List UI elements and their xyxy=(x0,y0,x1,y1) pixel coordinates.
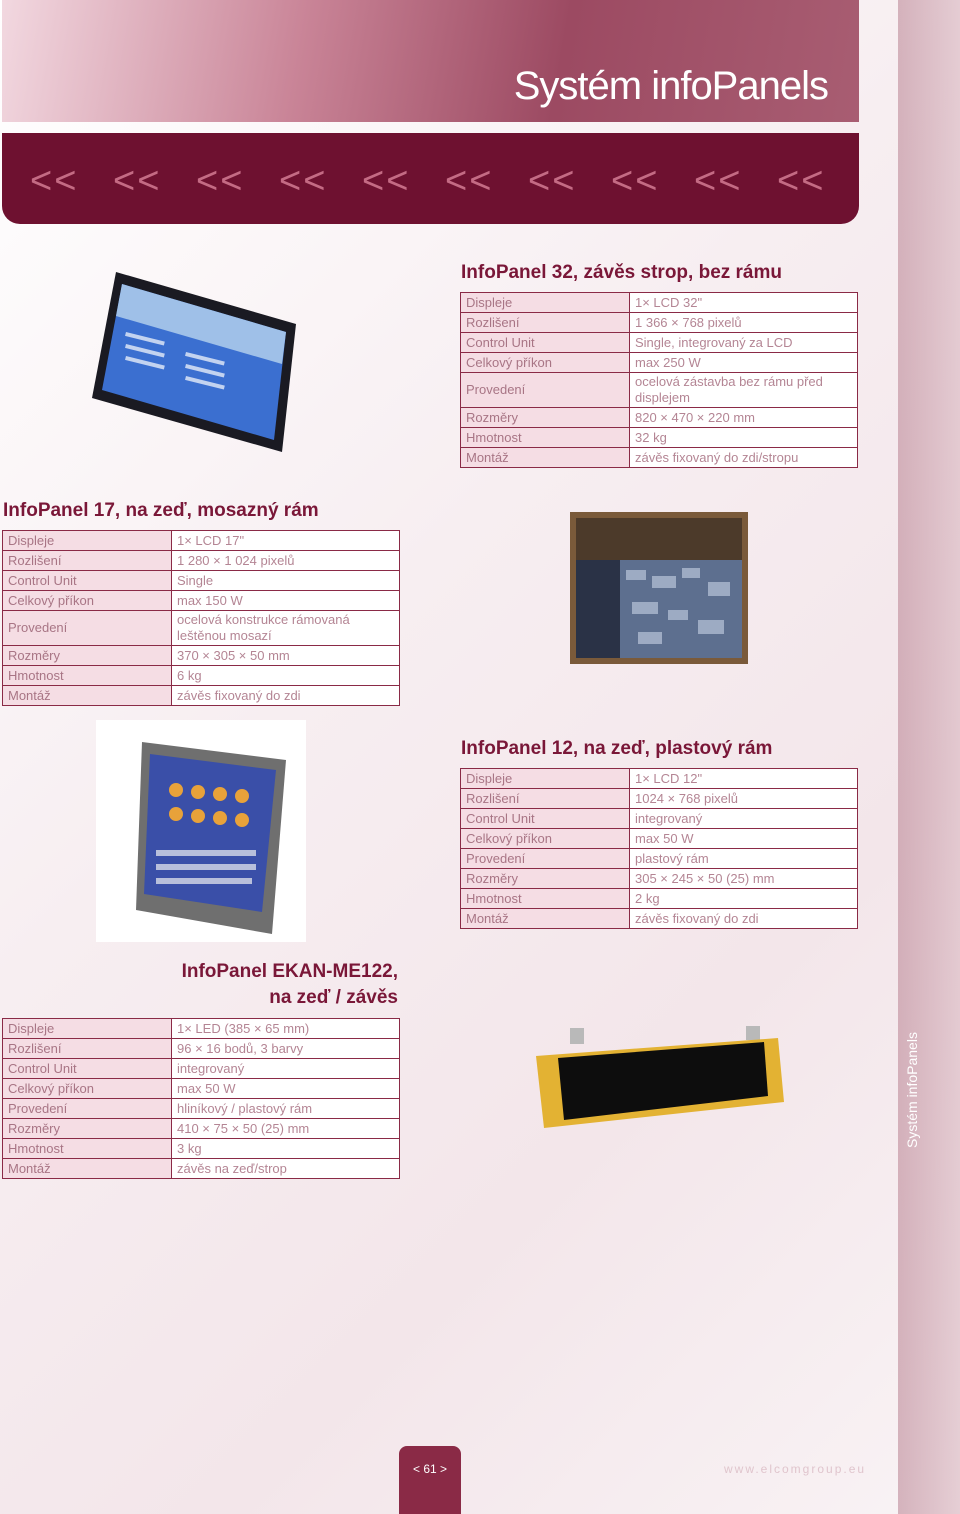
spec-value: 1× LED (385 × 65 mm) xyxy=(172,1019,400,1039)
double-left-arrow-icon: << xyxy=(113,160,162,202)
spec-value: 1 366 × 768 pixelů xyxy=(630,313,858,333)
spec-value: 2 kg xyxy=(630,889,858,909)
spec-value: integrovaný xyxy=(172,1059,400,1079)
table-row xyxy=(461,353,858,373)
table-row xyxy=(461,293,858,313)
table-row xyxy=(461,428,858,448)
arrow-row xyxy=(30,160,860,203)
table-row xyxy=(3,591,400,611)
double-left-arrow-icon: << xyxy=(528,160,577,202)
spec-key: Hmotnost xyxy=(3,1139,172,1159)
infopanel-ekan-title-line1: InfoPanel EKAN-ME122, xyxy=(181,961,398,982)
table-row xyxy=(461,829,858,849)
table-row xyxy=(3,1139,400,1159)
double-left-arrow-icon: << xyxy=(279,160,328,202)
infopanel-17-photo xyxy=(568,510,758,670)
table-row xyxy=(3,551,400,571)
spec-value: ocelová zástavba bez rámu před displejem xyxy=(630,373,858,408)
spec-value: hliníkový / plastový rám xyxy=(172,1099,400,1119)
table-row xyxy=(461,313,858,333)
spec-value: 1× LCD 17" xyxy=(172,531,400,551)
spec-key: Celkový příkon xyxy=(3,591,172,611)
spec-key: Montáž xyxy=(3,1159,172,1179)
spec-key: Rozměry xyxy=(461,408,630,428)
spec-value: max 50 W xyxy=(630,829,858,849)
table-row xyxy=(3,1019,400,1039)
spec-key: Rozměry xyxy=(3,646,172,666)
table-row xyxy=(3,1119,400,1139)
spec-value: max 50 W xyxy=(172,1079,400,1099)
table-row xyxy=(3,1099,400,1119)
spec-value: max 250 W xyxy=(630,353,858,373)
table-row xyxy=(461,849,858,869)
page-title: Systém infoPanels xyxy=(513,64,828,108)
table-row xyxy=(461,789,858,809)
table-row xyxy=(461,889,858,909)
page-number: < 61 > xyxy=(412,1462,448,1476)
spec-key: Provedení xyxy=(461,373,630,408)
infopanel-32-title: InfoPanel 32, závěs strop, bez rámu xyxy=(461,262,782,283)
table-row xyxy=(3,571,400,591)
double-left-arrow-icon: << xyxy=(611,160,660,202)
page-tab xyxy=(399,1446,461,1514)
spec-value: závěs fixovaný do zdi/stropu xyxy=(630,448,858,468)
infopanel-32-spec-table xyxy=(460,292,858,468)
spec-key: Celkový příkon xyxy=(461,829,630,849)
spec-key: Hmotnost xyxy=(3,666,172,686)
spec-value: závěs fixovaný do zdi xyxy=(630,909,858,929)
spec-value: Single xyxy=(172,571,400,591)
double-left-arrow-icon: << xyxy=(694,160,743,202)
double-left-arrow-icon: << xyxy=(445,160,494,202)
spec-value: 96 × 16 bodů, 3 barvy xyxy=(172,1039,400,1059)
double-left-arrow-icon: << xyxy=(30,160,79,202)
spec-value: 305 × 245 × 50 (25) mm xyxy=(630,869,858,889)
table-row xyxy=(3,1159,400,1179)
table-row xyxy=(461,909,858,929)
spec-key: Montáž xyxy=(3,686,172,706)
spec-key: Displeje xyxy=(461,769,630,789)
spec-key: Montáž xyxy=(461,909,630,929)
table-row xyxy=(461,869,858,889)
spec-key: Celkový příkon xyxy=(3,1079,172,1099)
spec-key: Rozlišení xyxy=(3,1039,172,1059)
spec-value: 370 × 305 × 50 mm xyxy=(172,646,400,666)
spec-key: Rozměry xyxy=(461,869,630,889)
spec-key: Rozměry xyxy=(3,1119,172,1139)
infopanel-17-title: InfoPanel 17, na zeď, mosazný rám xyxy=(3,500,319,521)
table-row xyxy=(3,1039,400,1059)
spec-value: závěs fixovaný do zdi xyxy=(172,686,400,706)
infopanel-12-title: InfoPanel 12, na zeď, plastový rám xyxy=(461,738,773,759)
spec-key: Control Unit xyxy=(461,809,630,829)
infopanel-ekan-photo xyxy=(532,1026,788,1130)
spec-value: plastový rám xyxy=(630,849,858,869)
spec-key: Hmotnost xyxy=(461,889,630,909)
table-row xyxy=(3,1079,400,1099)
spec-value: 1× LCD 32" xyxy=(630,293,858,313)
spec-value: závěs na zeď/strop xyxy=(172,1159,400,1179)
table-row xyxy=(461,809,858,829)
table-row xyxy=(461,408,858,428)
spec-key: Displeje xyxy=(3,1019,172,1039)
table-row xyxy=(3,1059,400,1079)
spec-value: 1024 × 768 pixelů xyxy=(630,789,858,809)
spec-value: 32 kg xyxy=(630,428,858,448)
spec-key: Rozlišení xyxy=(461,789,630,809)
infopanel-32-photo xyxy=(86,272,302,462)
double-left-arrow-icon: << xyxy=(362,160,411,202)
spec-key: Rozlišení xyxy=(461,313,630,333)
spec-value: Single, integrovaný za LCD xyxy=(630,333,858,353)
table-row xyxy=(3,611,400,646)
table-row xyxy=(461,333,858,353)
infopanel-12-spec-table xyxy=(460,768,858,929)
table-row xyxy=(461,769,858,789)
spec-value: integrovaný xyxy=(630,809,858,829)
spec-value: max 150 W xyxy=(172,591,400,611)
infopanel-17-spec-table xyxy=(2,530,400,706)
spec-key: Provedení xyxy=(3,1099,172,1119)
spec-value: 410 × 75 × 50 (25) mm xyxy=(172,1119,400,1139)
spec-value: 3 kg xyxy=(172,1139,400,1159)
spec-key: Control Unit xyxy=(3,1059,172,1079)
spec-key: Control Unit xyxy=(461,333,630,353)
spec-key: Montáž xyxy=(461,448,630,468)
table-row xyxy=(3,646,400,666)
side-strip xyxy=(898,0,960,1514)
spec-key: Displeje xyxy=(461,293,630,313)
infopanel-ekan-spec-table xyxy=(2,1018,400,1179)
table-row xyxy=(3,666,400,686)
double-left-arrow-icon: << xyxy=(196,160,245,202)
table-row xyxy=(3,686,400,706)
spec-value: 1 280 × 1 024 pixelů xyxy=(172,551,400,571)
website-link[interactable]: www.elcomgroup.eu xyxy=(724,1462,867,1476)
infopanel-ekan-title-line2: na zeď / závěs xyxy=(269,987,398,1008)
side-label: Systém infoPanels xyxy=(904,1032,920,1148)
table-row xyxy=(461,448,858,468)
spec-key: Celkový příkon xyxy=(461,353,630,373)
spec-value: 820 × 470 × 220 mm xyxy=(630,408,858,428)
spec-key: Rozlišení xyxy=(3,551,172,571)
spec-key: Control Unit xyxy=(3,571,172,591)
spec-key: Displeje xyxy=(3,531,172,551)
infopanel-12-photo xyxy=(96,720,306,942)
double-left-arrow-icon: << xyxy=(777,160,826,202)
spec-value: ocelová konstrukce rámovaná leštěnou mosazí xyxy=(172,611,400,646)
table-row xyxy=(461,373,858,408)
spec-value: 1× LCD 12" xyxy=(630,769,858,789)
spec-value: 6 kg xyxy=(172,666,400,686)
spec-key: Provedení xyxy=(461,849,630,869)
spec-key: Provedení xyxy=(3,611,172,646)
table-row xyxy=(3,531,400,551)
spec-key: Hmotnost xyxy=(461,428,630,448)
